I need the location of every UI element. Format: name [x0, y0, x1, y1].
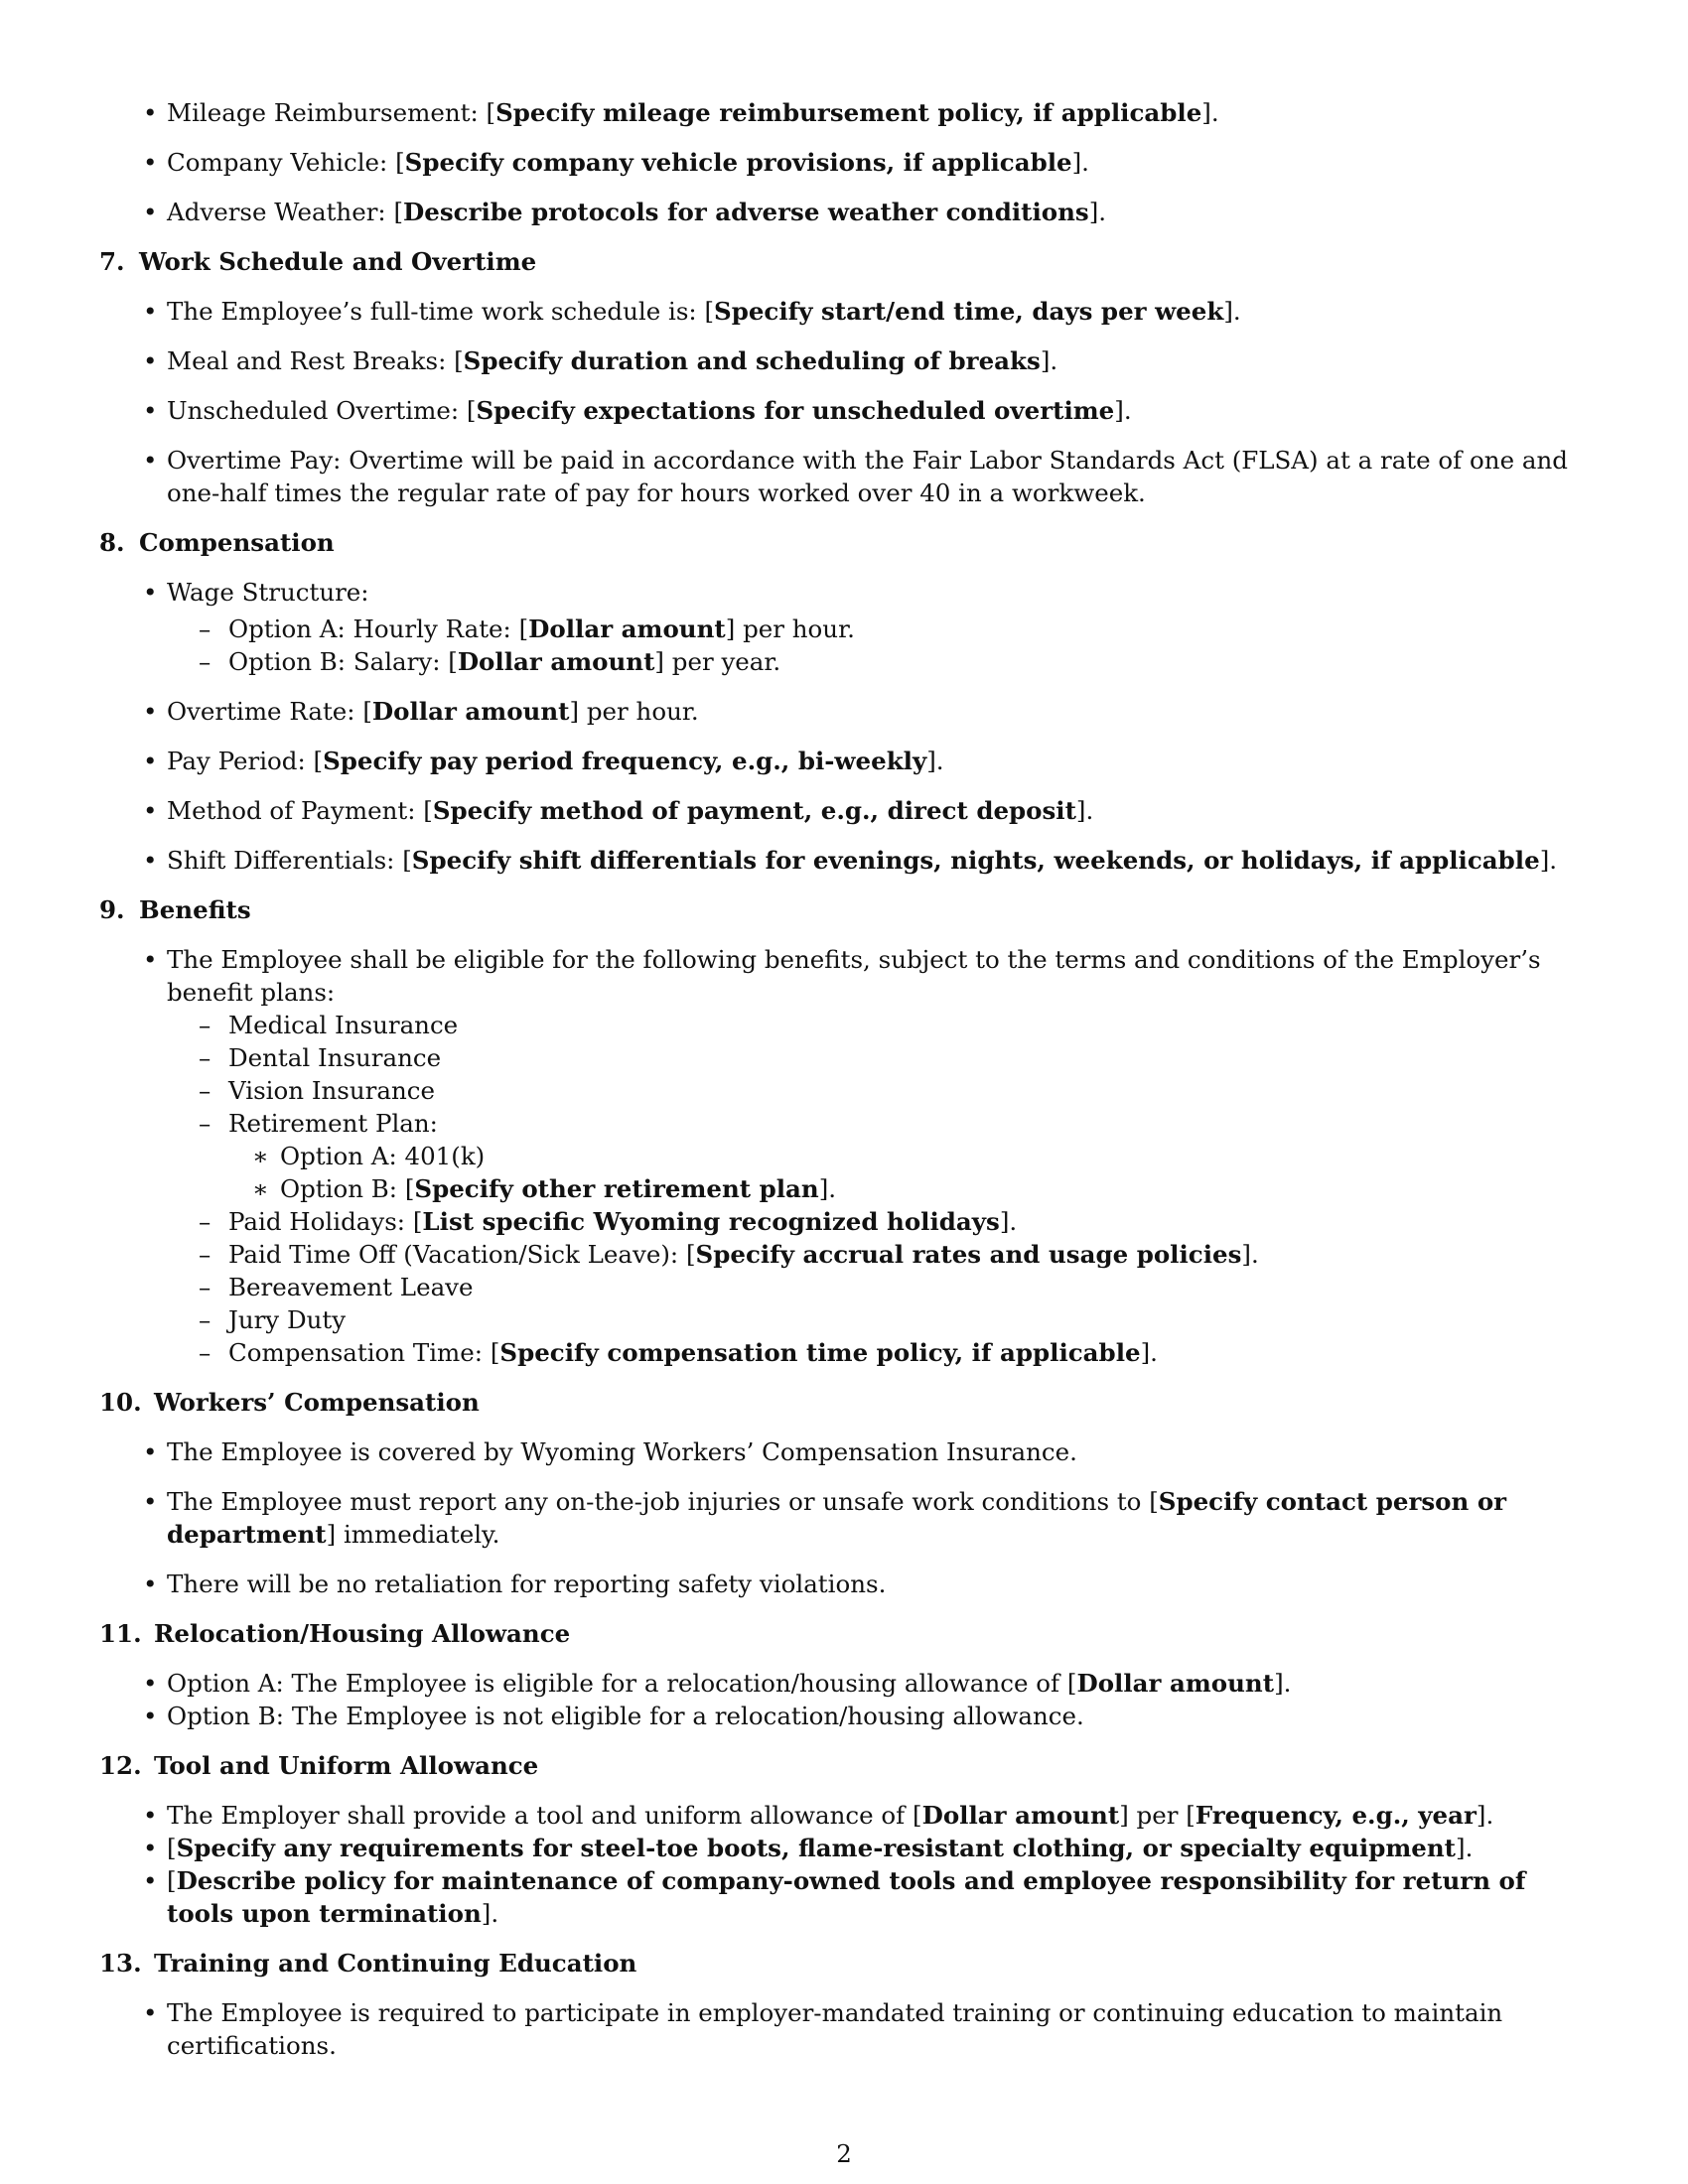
sub-list-item: – Medical Insurance [99, 1009, 1589, 1041]
list-item: • Shift Differentials: [Specify shift differentials for evenings, nights, weekends, or holidays, if applicable]. [99, 844, 1589, 877]
section-11-list [99, 1667, 1589, 1732]
section-8-list [99, 576, 1589, 877]
list-item: • The Employer shall provide a tool and uniform allowance of [Dollar amount] per [Frequency, e.g., year]. [99, 1799, 1589, 1832]
sub-list-item: – Vision Insurance [99, 1074, 1589, 1107]
sub-list-item: – Option A: Hourly Rate: [Dollar amount] per hour. [99, 613, 1589, 645]
placeholder-field: Dollar amount [528, 614, 726, 643]
list-item: • Adverse Weather: [Describe protocols for adverse weather conditions]. [99, 196, 1589, 228]
sub-sub-list-item: ∗ Option B: [Specify other retirement plan]. [99, 1172, 1589, 1205]
placeholder-field: Describe policy for maintenance of company-owned tools and employee responsibility for return of tools upon termination [167, 1866, 1526, 1928]
sub-list-item: – Dental Insurance [99, 1041, 1589, 1074]
sub-list-item: – Paid Time Off (Vacation/Sick Leave): [Specify accrual rates and usage policies]. [99, 1238, 1589, 1271]
list-item: • [Specify any requirements for steel-toe boots, flame-resistant clothing, or specialty equipment]. [99, 1832, 1589, 1864]
placeholder-field: Specify other retirement plan [414, 1174, 819, 1203]
page-number: 2 [836, 2139, 852, 2168]
placeholder-field: Specify accrual rates and usage policies [695, 1240, 1242, 1269]
placeholder-field: Specify expectations for unscheduled overtime [476, 396, 1115, 425]
section-heading-12: 12. Tool and Uniform Allowance [99, 1751, 539, 1780]
placeholder-field: Dollar amount [457, 647, 655, 676]
section-heading-10: 10. Workers’ Compensation [99, 1388, 480, 1417]
placeholder-field: Specify pay period frequency, e.g., bi-weekly [323, 747, 927, 775]
section-7-list [99, 295, 1589, 509]
placeholder-field: Specify method of payment, e.g., direct deposit [432, 796, 1076, 825]
list-item: • Option A: The Employee is eligible for a relocation/housing allowance of [Dollar amount]. [99, 1667, 1589, 1700]
sub-list-item: – Retirement Plan: [99, 1107, 1589, 1140]
placeholder-field: Specify any requirements for steel-toe boots, flame-resistant clothing, or specialty equipment [176, 1834, 1457, 1862]
sub-list-item: – Option B: Salary: [Dollar amount] per year. [99, 645, 1589, 678]
list-item: • Overtime Pay: Overtime will be paid in accordance with the Fair Labor Standards Act (FLSA) at a rate of one and one-half times the regular rate of pay for hours worked over 40 in a workweek. [99, 444, 1589, 509]
sub-list-item: – Compensation Time: [Specify compensation time policy, if applicable]. [99, 1336, 1589, 1369]
section-9-list [99, 943, 1589, 1369]
section-heading-7: 7. Work Schedule and Overtime [99, 247, 537, 276]
placeholder-field: Dollar amount [921, 1801, 1120, 1830]
document-page [99, 96, 1589, 2079]
placeholder-field: Specify compensation time policy, if applicable [499, 1338, 1141, 1367]
sub-list-item: – Paid Holidays: [List specific Wyoming recognized holidays]. [99, 1205, 1589, 1238]
list-item: • The Employee is required to participate in employer-mandated training or continuing education to maintain certifications. [99, 1996, 1589, 2062]
list-item: • Method of Payment: [Specify method of payment, e.g., direct deposit]. [99, 794, 1589, 827]
list-item: • Unscheduled Overtime: [Specify expectations for unscheduled overtime]. [99, 394, 1589, 427]
placeholder-field: Specify company vehicle provisions, if applicable [404, 148, 1072, 177]
continued-list [99, 96, 1589, 228]
sub-list-item: – Jury Duty [99, 1303, 1589, 1336]
list-item: • Wage Structure: [99, 576, 1589, 611]
placeholder-field: Dollar amount [1076, 1669, 1275, 1698]
section-10-list [99, 1435, 1589, 1600]
placeholder-field: Specify contact person or department [167, 1487, 1507, 1549]
section-heading-13: 13. Training and Continuing Education [99, 1949, 637, 1978]
section-heading-8: 8. Compensation [99, 528, 335, 557]
list-item: • The Employee shall be eligible for the following benefits, subject to the terms and conditions of the Employer’s benefit plans: [99, 943, 1589, 1009]
list-item: • Option B: The Employee is not eligible for a relocation/housing allowance. [99, 1700, 1589, 1732]
list-item: • The Employee’s full-time work schedule is: [Specify start/end time, days per week]. [99, 295, 1589, 328]
list-item: • Meal and Rest Breaks: [Specify duration and scheduling of breaks]. [99, 344, 1589, 377]
section-heading-11: 11. Relocation/Housing Allowance [99, 1619, 571, 1648]
list-item: • The Employee must report any on-the-job injuries or unsafe work conditions to [Specify contact person or department] immediately. [99, 1485, 1589, 1551]
list-item: • Company Vehicle: [Specify company vehicle provisions, if applicable]. [99, 146, 1589, 179]
list-item: • Pay Period: [Specify pay period frequency, e.g., bi-weekly]. [99, 745, 1589, 777]
section-13-list [99, 1996, 1589, 2062]
list-item: • Overtime Rate: [Dollar amount] per hour. [99, 695, 1589, 728]
placeholder-field: Frequency, e.g., year [1195, 1801, 1477, 1830]
sub-list-item: – Bereavement Leave [99, 1271, 1589, 1303]
sub-sub-list-item: ∗ Option A: 401(k) [99, 1140, 1589, 1172]
placeholder-field: Describe protocols for adverse weather conditions [403, 198, 1089, 226]
list-item: • Mileage Reimbursement: [Specify mileage reimbursement policy, if applicable]. [99, 96, 1589, 129]
list-item: • [Describe policy for maintenance of company-owned tools and employee responsibility for return of tools upon termination]. [99, 1864, 1589, 1930]
placeholder-field: Dollar amount [371, 697, 570, 726]
list-item: • The Employee is covered by Wyoming Workers’ Compensation Insurance. [99, 1435, 1589, 1468]
section-12-list [99, 1799, 1589, 1930]
placeholder-field: Specify shift differentials for evenings, nights, weekends, or holidays, if applicable [411, 846, 1540, 875]
section-heading-9: 9. Benefits [99, 895, 251, 924]
placeholder-field: List specific Wyoming recognized holidays [422, 1207, 1000, 1236]
placeholder-field: Specify start/end time, days per week [714, 297, 1224, 326]
list-item: • There will be no retaliation for reporting safety violations. [99, 1568, 1589, 1600]
placeholder-field: Specify mileage reimbursement policy, if applicable [495, 98, 1202, 127]
placeholder-field: Specify duration and scheduling of breaks [463, 346, 1041, 375]
